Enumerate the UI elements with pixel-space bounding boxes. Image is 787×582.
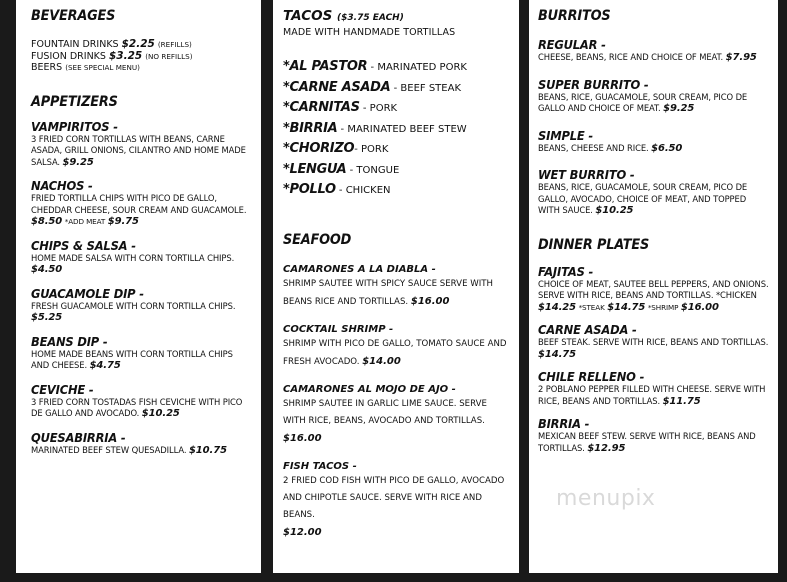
beverage-note: (NO REFILLS)	[145, 51, 193, 61]
item-price: $14.25	[538, 301, 576, 313]
item-description	[31, 445, 247, 457]
taco-item	[283, 56, 509, 77]
item-description	[538, 52, 770, 64]
taco-desc: - CHICKEN	[335, 185, 391, 196]
item-name: FISH TACOS -	[283, 460, 357, 472]
seafood-heading: SEAFOOD	[283, 231, 352, 248]
item-description	[538, 182, 770, 217]
item-name: CARNE ASADA -	[538, 322, 637, 337]
item-description	[31, 193, 247, 228]
item-desc-text: 2 FRIED COD FISH WITH PICO DE GALLO, AVOCADO AND CHIPOTLE SAUCE. SERVE WITH RICE AND BEANS.	[283, 475, 505, 520]
item-description	[538, 143, 770, 155]
burritos-heading: BURRITOS	[538, 8, 611, 24]
menu-item	[538, 37, 770, 64]
item-price: $10.75	[188, 444, 227, 456]
beverages-heading: BEVERAGES	[31, 8, 116, 24]
beverage-price: $3.25	[108, 49, 143, 62]
menu-item	[538, 264, 770, 314]
item-description	[31, 301, 247, 324]
tacos-heading	[283, 8, 509, 24]
menu-item	[31, 286, 247, 324]
item-name: CHILE RELLENO -	[538, 369, 645, 384]
item-price: $14.75	[538, 348, 576, 360]
item-name: CAMARONES AL MOJO DE AJO -	[283, 383, 456, 395]
menu-item	[283, 264, 509, 311]
item-desc-text: SHRIMP SAUTEE WITH SPICY SAUCE SERVE WITH BEANS RICE AND TORTILLAS.	[283, 278, 493, 307]
item-price: $11.75	[662, 395, 701, 407]
item-extra-price: $9.75	[107, 216, 139, 227]
taco-item	[283, 77, 509, 98]
taco-item	[283, 159, 509, 180]
appetizers-heading: APPETIZERS	[31, 93, 118, 110]
menu-item	[538, 167, 770, 217]
menu-item	[31, 119, 247, 169]
item-option: *SHRIMP	[647, 302, 679, 312]
item-name: SIMPLE -	[538, 127, 593, 143]
menu-item	[538, 322, 770, 360]
item-desc-text: BEEF STEAK. SERVE WITH RICE, BEANS AND TORTILLAS.	[538, 337, 769, 347]
dinner-plates-heading: DINNER PLATES	[538, 236, 650, 253]
taco-name: *LENGUA	[283, 161, 347, 177]
taco-item	[283, 179, 509, 200]
menu-item	[538, 369, 770, 407]
item-name: GUACAMOLE DIP -	[31, 285, 144, 301]
item-name: CEVICHE -	[31, 381, 94, 397]
beverage-line	[31, 51, 247, 63]
item-description	[538, 279, 770, 314]
item-price: $16.00	[283, 432, 322, 444]
menu-item	[538, 77, 770, 115]
item-desc-text: 3 FRIED CORN TOSTADAS FISH CEVICHE WITH PICO DE GALLO AND AVOCADO.	[31, 396, 243, 418]
item-desc-text: MARINATED BEEF STEW QUESADILLA.	[31, 444, 187, 455]
item-price: $6.50	[651, 142, 683, 154]
item-desc-text: SHRIMP WITH PICO DE GALLO, TOMATO SAUCE AND FRESH AVOCADO.	[283, 338, 507, 367]
item-description	[31, 134, 247, 169]
item-description	[538, 431, 770, 454]
menu-item	[31, 178, 247, 228]
taco-name: *POLLO	[283, 182, 336, 197]
item-desc-text: BEANS, CHEESE AND RICE.	[538, 142, 649, 153]
appetizers-list	[31, 119, 247, 457]
tacos-each-price: ($3.75 EACH)	[337, 13, 404, 23]
menupix-watermark: menupix	[556, 486, 656, 511]
beverage-label: BEERS	[31, 62, 63, 73]
taco-desc: - TONGUE	[346, 164, 400, 176]
item-description	[31, 253, 247, 276]
item-price: $4.50	[31, 264, 63, 275]
item-price: $16.00	[410, 295, 450, 307]
item-desc-text: BEANS, RICE, GUACAMOLE, SOUR CREAM, PICO DE GALLO, AVOCADO, CHOICE OF MEAT, AND TOPPED WITH SAUCE.	[538, 182, 748, 215]
menu-item	[31, 238, 247, 276]
item-price: $16.00	[680, 301, 719, 313]
menu-item	[283, 324, 509, 371]
menu-item	[31, 430, 247, 457]
beverage-line	[31, 62, 247, 74]
item-desc-text: 2 POBLANO PEPPER FILLED WITH CHEESE. SERVE WITH RICE, BEANS AND TORTILLAS.	[538, 384, 766, 406]
menu-item	[31, 382, 247, 420]
menu-panel-left	[16, 0, 261, 573]
menu-item	[538, 128, 770, 155]
item-description	[538, 337, 770, 360]
taco-desc: - PORK	[354, 144, 389, 155]
item-name: CAMARONES A LA DIABLA -	[283, 263, 436, 275]
item-price: $9.25	[62, 156, 94, 168]
item-description	[283, 396, 509, 448]
menu-item	[283, 461, 509, 542]
item-desc-text: HOME MADE BEANS WITH CORN TORTILLA CHIPS AND CHEESE.	[31, 348, 233, 370]
taco-name: *AL PASTOR	[283, 59, 368, 74]
item-name: VAMPIRITOS -	[31, 118, 118, 134]
taco-name: *CHORIZO	[283, 141, 355, 156]
taco-name: *CARNE ASADA	[283, 79, 391, 95]
item-price: $14.75	[607, 301, 646, 313]
menu-item	[538, 416, 770, 454]
taco-name: *BIRRIA	[283, 120, 338, 136]
beverage-label: FUSION DRINKS	[31, 50, 106, 62]
beverage-price: $2.25	[121, 38, 155, 50]
item-name: BEANS DIP -	[31, 333, 108, 349]
item-price: $9.25	[663, 103, 695, 114]
item-desc-text: BEANS, RICE, GUACAMOLE, SOUR CREAM, PICO DE GALLO AND CHOICE OF MEAT.	[538, 91, 748, 113]
item-description	[283, 336, 509, 371]
item-price: $5.25	[31, 312, 63, 323]
item-description	[538, 92, 770, 115]
item-price: $10.25	[141, 408, 180, 419]
item-description	[283, 276, 509, 311]
item-extra: *ADD MEAT	[64, 217, 106, 226]
beverage-note: (SEE SPECIAL MENU)	[65, 63, 140, 72]
item-name: FAJITAS -	[538, 263, 594, 279]
taco-desc: - MARINATED BEEF STEW	[337, 123, 467, 135]
item-name: WET BURRITO -	[538, 167, 635, 182]
item-name: QUESABIRRIA -	[31, 429, 126, 445]
tacos-title: TACOS	[283, 8, 333, 24]
beverage-label: FOUNTAIN DRINKS	[31, 39, 119, 50]
item-description	[538, 384, 770, 407]
seafood-list	[283, 264, 509, 542]
item-desc-text: CHEESE, BEANS, RICE AND CHOICE OF MEAT.	[538, 52, 724, 62]
beverages-list	[31, 39, 247, 74]
item-description	[31, 349, 247, 372]
taco-desc: - BEEF STEAK	[390, 82, 462, 94]
item-name: SUPER BURRITO -	[538, 76, 649, 92]
tacos-subtitle: MADE WITH HANDMADE TORTILLAS	[283, 27, 456, 38]
item-price: $4.75	[89, 360, 121, 371]
item-desc-text: CHOICE OF MEAT, SAUTEE BELL PEPPERS, AND ONIONS. SERVE WITH RICE, BEANS AND TORTILLAS. *CHICKEN	[538, 278, 769, 300]
taco-item	[283, 97, 509, 118]
item-price: $8.50	[31, 216, 63, 227]
item-desc-text: HOME MADE SALSA WITH CORN TORTILLA CHIPS.	[31, 252, 235, 263]
item-desc-text: FRIED TORTILLA CHIPS WITH PICO DE GALLO, CHEDDAR CHEESE, SOUR CREAM AND GUACAMOLE.	[31, 193, 247, 215]
item-name: REGULAR -	[538, 37, 606, 52]
item-desc-text: 3 FRIED CORN TORTILLAS WITH BEANS, CARNE ASADA, GRILL ONIONS, CILANTRO AND HOME MADE SALSA.	[31, 133, 246, 167]
item-price: $14.00	[362, 355, 401, 367]
item-desc-text: SHRIMP SAUTEE IN GARLIC LIME SAUCE. SERVE WITH RICE, BEANS, AVOCADO AND TORTILLAS.	[283, 398, 487, 426]
item-description	[31, 397, 247, 420]
item-name: COCKTAIL SHRIMP -	[283, 323, 394, 335]
item-name: CHIPS & SALSA -	[31, 237, 136, 253]
item-price: $12.00	[283, 526, 322, 538]
item-desc-text: MEXICAN BEEF STEW. SERVE WITH RICE, BEANS AND TORTILLAS.	[538, 431, 756, 453]
item-price: $12.95	[587, 442, 626, 454]
taco-item	[283, 118, 509, 139]
item-name: NACHOS -	[31, 178, 93, 193]
item-desc-text: FRESH GUACAMOLE WITH CORN TORTILLA CHIPS.	[31, 300, 236, 311]
menu-panel-middle	[273, 0, 519, 573]
item-price: $7.95	[725, 52, 757, 63]
dinner-list	[538, 264, 770, 455]
item-name: BIRRIA -	[538, 416, 590, 431]
beverage-note: (REFILLS)	[157, 40, 192, 49]
taco-name: *CARNITAS	[283, 100, 360, 115]
menu-item	[283, 384, 509, 448]
menu-item	[31, 334, 247, 372]
item-description	[283, 473, 509, 542]
item-option: *STEAK	[578, 302, 605, 312]
item-price: $10.25	[595, 205, 634, 216]
burritos-list	[538, 37, 770, 217]
taco-desc: - PORK	[359, 103, 398, 114]
tacos-list	[283, 56, 509, 200]
taco-item	[283, 138, 509, 159]
taco-desc: - MARINATED PORK	[367, 62, 467, 73]
